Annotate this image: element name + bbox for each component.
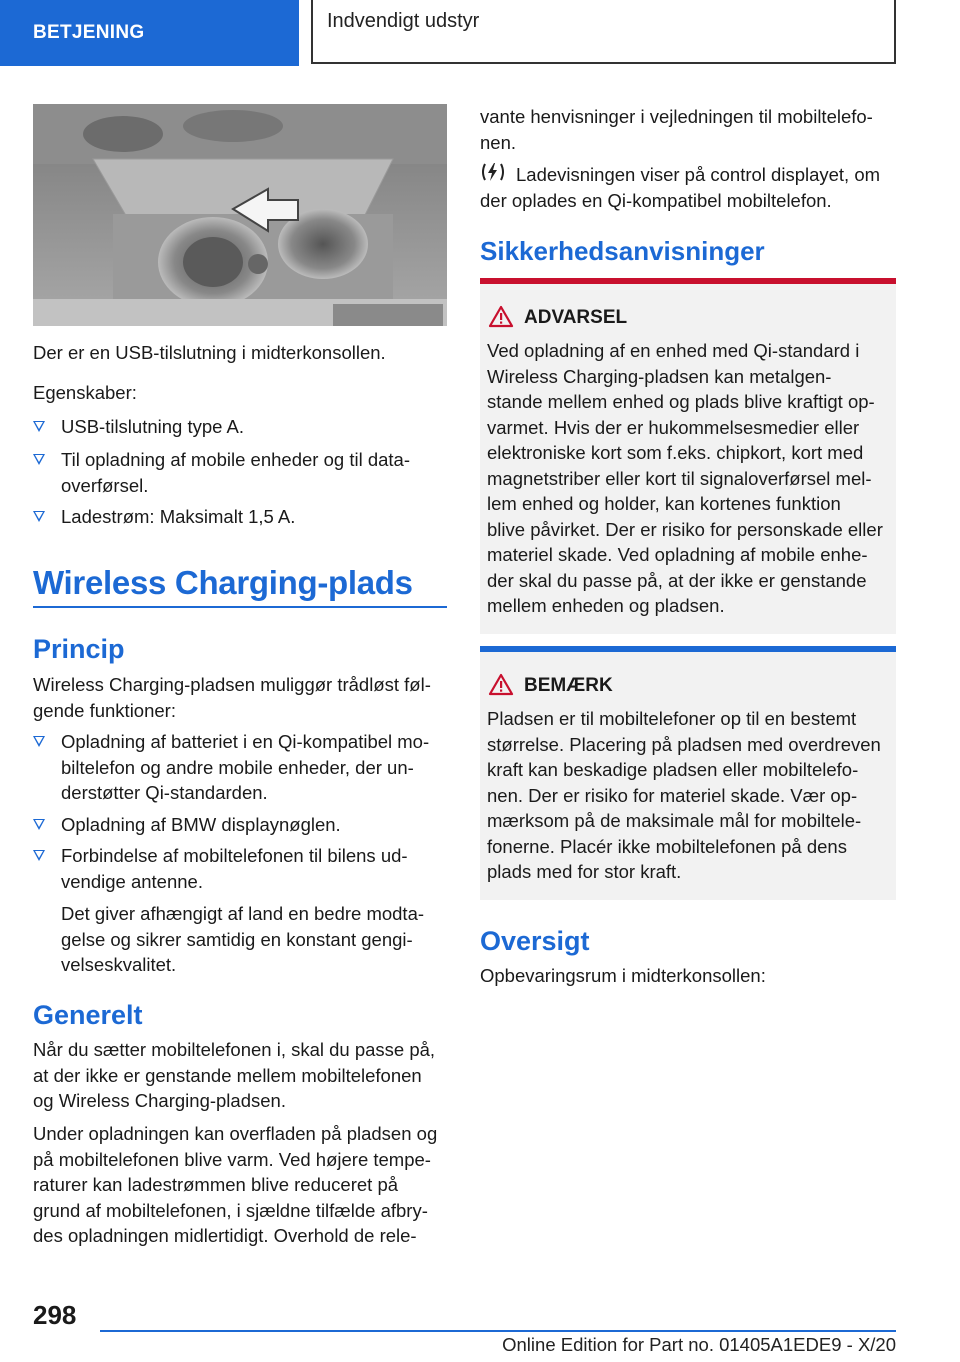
principle-intro xyxy=(33,672,447,723)
text-line: vante henvisninger i vejledningen til mobiltelefo- xyxy=(480,106,873,127)
text-line: elektroniske kort som f.eks. chipkort, kort med xyxy=(487,442,864,463)
list-item-text: derstøtter Qi-standarden. xyxy=(61,782,268,803)
text-line: og Wireless Charging-pladsen. xyxy=(33,1090,286,1111)
list-item xyxy=(33,414,447,440)
notice-title: BEMÆRK xyxy=(524,675,613,696)
list-item-text: Ladestrøm: Maksimalt 1,5 A. xyxy=(61,506,296,527)
text-line: kraft kan beskadige pladsen eller mobiltelefo- xyxy=(487,759,859,780)
warning-triangle-icon xyxy=(488,305,514,328)
usb-description: Der er en USB-tilslutning i midterkonsollen. xyxy=(33,342,386,363)
general-paragraph-2 xyxy=(33,1121,453,1249)
text-line: på mobiltelefonen blive varm. Ved højere tempe- xyxy=(33,1148,431,1170)
text-line: raturer kan ladestrømmen blive reduceret på xyxy=(33,1174,399,1195)
text-line: materiel skade. Ved opladning af mobile enhe- xyxy=(487,544,868,565)
list-item xyxy=(33,843,447,894)
notice-bar xyxy=(480,646,896,652)
overview-text: Opbevaringsrum i midterkonsollen: xyxy=(480,965,766,986)
text-line: varmet. Hvis der er hukommelsesmedier eller xyxy=(487,416,860,438)
text-line: Under opladningen kan overfladen på pladsen og xyxy=(33,1123,438,1144)
bullet-triangle-icon xyxy=(33,736,45,747)
text-line: Ved opladning af en enhed med Qi-standard i xyxy=(487,340,860,361)
overview-heading: Oversigt xyxy=(480,926,590,956)
text-line: der oplades en Qi-kompatibel mobiltelefon. xyxy=(480,189,832,211)
section-label: BETJENING xyxy=(0,0,299,66)
chapter-title: Indvendigt udstyr xyxy=(327,10,480,32)
list-item-text: biltelefon og andre mobile enheder, der un- xyxy=(61,756,414,778)
list-item-text: Til opladning af mobile enheder og til data- xyxy=(61,449,410,470)
list-item-text: Opladning af BMW displaynøglen. xyxy=(61,814,341,835)
list-item xyxy=(33,504,447,530)
page-header xyxy=(0,0,960,66)
list-item-text: Opladning af batteriet i en Qi-kompatibel mo- xyxy=(61,731,430,752)
bullet-triangle-icon xyxy=(33,454,45,465)
caution-triangle-icon xyxy=(488,673,514,696)
warning-bar xyxy=(480,278,896,284)
text-line: der skal du passe på, at der ikke er genstande xyxy=(487,569,867,591)
notice-text xyxy=(487,706,892,885)
text-line: Wireless Charging-pladsen kan metalgen- xyxy=(487,365,832,387)
heading-underline xyxy=(33,606,447,608)
text-line: blive påvirket. Der er risiko for personskade eller xyxy=(487,518,883,540)
warning-box xyxy=(480,278,896,634)
text-line: at der ikke er genstande mellem mobiltelefonen xyxy=(33,1064,422,1086)
text-line: Når du sætter mobiltelefonen i, skal du passe på, xyxy=(33,1039,436,1060)
text-line: grund af mobiltelefonen, i sjældne tilfælde afbry- xyxy=(33,1199,428,1221)
edition-text: Online Edition for Part no. 01405A1EDE9 - X/20 xyxy=(502,1334,896,1355)
list-item-text: vendige antenne. xyxy=(61,870,203,892)
list-item-text: overførsel. xyxy=(61,474,149,496)
text-line: nen. xyxy=(480,131,517,153)
bullet-triangle-icon xyxy=(33,819,45,830)
footer-rule xyxy=(100,1330,896,1332)
text-line: Ladevisningen viser på control displayet, om xyxy=(516,164,881,185)
display-paragraph xyxy=(480,162,900,213)
list-item xyxy=(33,812,447,838)
general-heading: Generelt xyxy=(33,1000,143,1030)
continued-paragraph xyxy=(480,104,900,155)
text-line: stande mellem enhed og plads blive kraftigt op- xyxy=(487,391,875,412)
list-item xyxy=(33,447,447,498)
text-line: des opladningen midlertidigt. Overhold de rele- xyxy=(33,1225,417,1246)
text-line: mærksom på de maksimale mål for mobiltele- xyxy=(487,810,862,831)
console-usb-photo xyxy=(33,104,447,326)
text-line: fonerne. Placér ikke mobiltelefonen på dens xyxy=(487,835,847,857)
warning-text xyxy=(487,338,892,619)
principle-heading: Princip xyxy=(33,634,125,664)
text-line: Wireless Charging-pladsen muliggør trådløst føl- xyxy=(33,674,431,695)
list-item-text: Forbindelse af mobiltelefonen til bilens ud- xyxy=(61,845,408,866)
text-line: plads med for stor kraft. xyxy=(487,861,682,882)
text-line: gelse og sikrer samtidig en konstant gengi- xyxy=(61,928,413,950)
text-line: størrelse. Placering på pladsen med overdreven xyxy=(487,733,881,755)
bullet-triangle-icon xyxy=(33,511,45,522)
console-photo-illustration xyxy=(33,104,447,326)
text-line: gende funktioner: xyxy=(33,699,176,721)
text-line: magnetstriber eller kort til signaloverførsel mel- xyxy=(487,467,872,489)
chapter-label xyxy=(311,0,896,64)
text-line: lem enhed og holder, kan kortenes funktion xyxy=(487,493,841,514)
text-line: velseskvalitet. xyxy=(61,954,177,975)
page-number: 298 xyxy=(33,1300,77,1330)
notice-box xyxy=(480,646,896,900)
text-line: Det giver afhængigt af land en bedre modta- xyxy=(61,903,425,924)
warning-title: ADVARSEL xyxy=(524,307,628,328)
safety-heading: Sikkerhedsanvisninger xyxy=(480,236,765,266)
section-heading: Wireless Charging-plads xyxy=(33,564,413,601)
principle-note xyxy=(61,901,447,978)
general-paragraph-1 xyxy=(33,1037,453,1114)
text-line: mellem enheden og pladsen. xyxy=(487,595,725,616)
text-line: Pladsen er til mobiltelefoner op til en bestemt xyxy=(487,708,857,729)
text-line: nen. Der er risiko for materiel skade. Vær op- xyxy=(487,784,858,806)
bullet-triangle-icon xyxy=(33,421,45,432)
list-item-text: USB-tilslutning type A. xyxy=(61,416,245,437)
list-item xyxy=(33,729,447,806)
features-label: Egenskaber: xyxy=(33,382,137,403)
bullet-triangle-icon xyxy=(33,850,45,861)
